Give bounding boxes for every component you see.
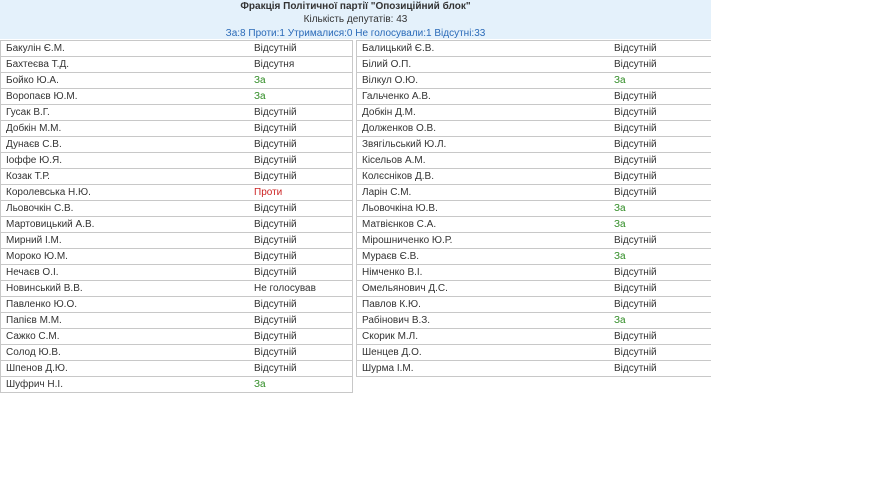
deputy-name: Матвієнков С.А. (362, 219, 437, 230)
deputy-name: Кісельов А.М. (362, 155, 426, 166)
deputy-row (356, 137, 711, 153)
deputies-count: Кількість депутатів: 43 (303, 14, 408, 25)
vote-status: Відсутній (254, 171, 297, 182)
vote-status: Відсутній (254, 331, 297, 342)
vote-status: Відсутній (254, 43, 297, 54)
deputy-row (356, 57, 711, 73)
deputy-name: Льовочкін С.В. (6, 203, 74, 214)
vote-status: Відсутній (254, 363, 297, 374)
deputy-row (0, 169, 353, 185)
vote-status: За (614, 315, 626, 326)
deputy-name: Дунаєв С.В. (6, 139, 62, 150)
deputy-row (0, 153, 353, 169)
deputy-name: Козак Т.Р. (6, 171, 50, 182)
deputy-row (356, 281, 711, 297)
deputy-row (0, 329, 353, 345)
vote-status: За (614, 203, 626, 214)
deputy-row (356, 169, 711, 185)
deputy-row (0, 345, 353, 361)
vote-status: Відсутній (614, 363, 657, 374)
deputy-name: Добкін Д.М. (362, 107, 416, 118)
vote-status: За (254, 91, 266, 102)
deputy-row (356, 297, 711, 313)
vote-status: Відсутній (614, 91, 657, 102)
vote-status: Відсутній (254, 251, 297, 262)
deputy-name: Гусак В.Г. (6, 107, 50, 118)
deputy-name: Папієв М.М. (6, 315, 62, 326)
vote-status: Відсутній (614, 187, 657, 198)
deputy-row (0, 297, 353, 313)
deputy-row (0, 217, 353, 233)
vote-status: За (614, 75, 626, 86)
deputy-row (0, 281, 353, 297)
vote-status: Відсутній (254, 203, 297, 214)
deputy-row (0, 233, 353, 249)
vote-status: Відсутній (614, 331, 657, 342)
deputy-name: Королевська Н.Ю. (6, 187, 91, 198)
deputy-row (356, 313, 711, 329)
vote-status: Відсутній (254, 235, 297, 246)
deputy-row (356, 249, 711, 265)
deputy-name: Колєсніков Д.В. (362, 171, 434, 182)
vote-status: Відсутній (254, 139, 297, 150)
deputy-name: Бахтеєва Т.Д. (6, 59, 70, 70)
deputy-name: Гальченко А.В. (362, 91, 431, 102)
deputy-name: Мураєв Є.В. (362, 251, 420, 262)
deputy-name: Шуфрич Н.І. (6, 379, 63, 390)
vote-status: Відсутній (254, 315, 297, 326)
deputy-row (0, 201, 353, 217)
deputy-name: Воропаєв Ю.М. (6, 91, 78, 102)
deputy-row (356, 265, 711, 281)
vote-status: Відсутній (614, 139, 657, 150)
deputy-name: Бойко Ю.А. (6, 75, 59, 86)
deputy-row (356, 40, 711, 57)
deputy-row (0, 57, 353, 73)
vote-status: Відсутній (614, 299, 657, 310)
vote-status: Відсутній (614, 43, 657, 54)
deputies-column-right (356, 40, 711, 377)
vote-status: Не голосував (254, 283, 316, 294)
vote-status: Відсутній (254, 267, 297, 278)
vote-status: Відсутній (614, 59, 657, 70)
vote-status: Відсутній (254, 107, 297, 118)
vote-status: За (254, 75, 266, 86)
vote-status: Відсутній (614, 171, 657, 182)
deputy-row (0, 377, 353, 393)
deputy-name: Мартовицький А.В. (6, 219, 95, 230)
deputy-name: Бакулін Є.М. (6, 43, 65, 54)
deputy-row (356, 361, 711, 377)
deputies-column-left (0, 40, 353, 393)
vote-status: За (614, 219, 626, 230)
vote-status: Відсутній (614, 347, 657, 358)
deputy-name: Іоффе Ю.Я. (6, 155, 63, 166)
deputy-name: Звягільський Ю.Л. (362, 139, 447, 150)
vote-status: Відсутній (614, 283, 657, 294)
vote-status: Відсутній (254, 299, 297, 310)
vote-status: Відсутній (254, 123, 297, 134)
deputy-row (356, 73, 711, 89)
vote-status: Відсутній (254, 155, 297, 166)
deputy-row (356, 185, 711, 201)
deputy-row (0, 137, 353, 153)
deputy-name: Льовочкіна Ю.В. (362, 203, 438, 214)
deputy-name: Мороко Ю.М. (6, 251, 68, 262)
vote-status: Відсутній (614, 155, 657, 166)
faction-title: Фракція Політичної партії "Опозиційний блок" (240, 1, 471, 12)
deputy-name: Скорик М.Л. (362, 331, 419, 342)
deputy-name: Мирний І.М. (6, 235, 62, 246)
deputy-name: Новинський В.В. (6, 283, 83, 294)
deputy-row (356, 345, 711, 361)
deputy-row (0, 121, 353, 137)
deputy-name: Сажко С.М. (6, 331, 60, 342)
deputy-row (356, 89, 711, 105)
deputy-row (0, 249, 353, 265)
vote-status: Проти (254, 187, 283, 198)
vote-status: Відсутній (614, 107, 657, 118)
deputy-row (356, 329, 711, 345)
deputy-row (356, 233, 711, 249)
deputy-name: Мірошниченко Ю.Р. (362, 235, 453, 246)
deputy-name: Німченко В.І. (362, 267, 423, 278)
deputy-row (0, 265, 353, 281)
deputy-name: Нечаєв О.І. (6, 267, 59, 278)
vote-status: Відсутній (614, 123, 657, 134)
deputy-name: Шурма І.М. (362, 363, 414, 374)
deputy-row (0, 89, 353, 105)
deputy-name: Павлов К.Ю. (362, 299, 421, 310)
deputy-name: Білий О.П. (362, 59, 412, 70)
deputy-name: Шпенов Д.Ю. (6, 363, 68, 374)
deputy-row (356, 217, 711, 233)
deputy-name: Шенцев Д.О. (362, 347, 422, 358)
deputy-row (0, 313, 353, 329)
deputy-row (0, 40, 353, 57)
vote-status: Відсутній (254, 347, 297, 358)
vote-status: За (614, 251, 626, 262)
vote-status: За (254, 379, 266, 390)
deputy-row (356, 105, 711, 121)
deputy-row (0, 73, 353, 89)
deputy-row (0, 185, 353, 201)
deputy-name: Балицький Є.В. (362, 43, 435, 54)
deputy-name: Добкін М.М. (6, 123, 62, 134)
vote-summary: За:8 Проти:1 Утрималися:0 Не голосували:1 Відсутні:33 (225, 28, 486, 39)
deputy-name: Солод Ю.В. (6, 347, 61, 358)
vote-status: Відсутній (614, 235, 657, 246)
faction-header (0, 0, 711, 39)
vote-status: Відсутній (254, 219, 297, 230)
deputy-name: Долженков О.В. (362, 123, 436, 134)
deputy-name: Павленко Ю.О. (6, 299, 78, 310)
deputy-row (356, 153, 711, 169)
deputy-row (0, 361, 353, 377)
vote-status: Відсутній (614, 267, 657, 278)
deputy-name: Вілкул О.Ю. (362, 75, 419, 86)
vote-status: Відсутня (254, 59, 295, 70)
deputy-row (356, 201, 711, 217)
deputy-row (0, 105, 353, 121)
deputy-row (356, 121, 711, 137)
deputy-name: Рабінович В.З. (362, 315, 431, 326)
deputy-name: Омельянович Д.С. (362, 283, 448, 294)
deputy-name: Ларін С.М. (362, 187, 412, 198)
